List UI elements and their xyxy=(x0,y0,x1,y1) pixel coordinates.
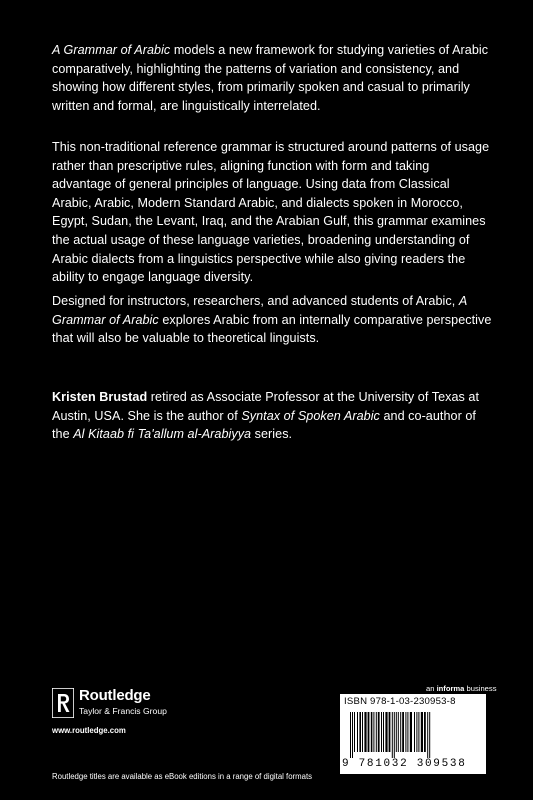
barcode-bar xyxy=(364,712,366,752)
barcode-bar xyxy=(405,712,406,752)
barcode-bar xyxy=(427,712,428,758)
barcode-bar xyxy=(414,712,415,752)
informa-prefix: an xyxy=(426,684,437,693)
barcode-bar xyxy=(418,712,419,752)
author-bio-text: retired as Associate Professor at the University of Texas at Austin, USA. She is the author of xyxy=(52,390,480,423)
barcode-bar xyxy=(407,712,408,752)
barcode-bar xyxy=(410,712,412,752)
barcode-bar xyxy=(376,712,377,752)
barcode-bar xyxy=(389,712,391,752)
barcode-bar xyxy=(373,712,374,752)
ebook-note: Routledge titles are available as eBook editions in a range of digital formats xyxy=(52,772,313,781)
barcode-bar xyxy=(398,712,399,752)
barcode-bar xyxy=(352,712,353,758)
author-bio-text: series. xyxy=(251,427,293,442)
barcode-bars xyxy=(348,712,478,758)
barcode-bar xyxy=(378,712,380,752)
blurb-paragraph-1 xyxy=(52,41,492,115)
blurb-paragraph-3 xyxy=(52,292,492,348)
informa-brand: informa xyxy=(436,684,465,693)
barcode-bar xyxy=(362,712,363,752)
barcode-bar xyxy=(350,712,351,758)
publisher-group: Taylor & Francis Group xyxy=(79,706,167,716)
informa-business-tag xyxy=(426,684,497,693)
isbn-label: ISBN 978-1-03-230953-8 xyxy=(344,696,456,707)
isbn-barcode xyxy=(340,694,486,774)
barcode-bar xyxy=(381,712,382,752)
author-name: Kristen Brustad xyxy=(52,390,148,404)
barcode-bar xyxy=(371,712,373,752)
barcode-bar xyxy=(368,712,370,752)
barcode-bar xyxy=(354,712,355,752)
author-book-title: Al Kitaab fi Ta'allum al-Arabiyya xyxy=(73,427,252,442)
book-title-italic: A Grammar of Arabic xyxy=(52,43,171,57)
barcode-bar xyxy=(421,712,423,752)
blurb-text: explores Arabic from an internally comparative perspective that will also be valuable to theoretical linguists. xyxy=(52,312,492,346)
barcode-bar xyxy=(392,712,393,758)
barcode-bar xyxy=(424,712,426,752)
publisher-logo-block xyxy=(52,688,272,748)
barcode-bar xyxy=(385,712,387,752)
barcode-bar xyxy=(396,712,397,752)
barcode-bar xyxy=(416,712,417,752)
barcode-bar xyxy=(383,712,384,752)
informa-suffix: business xyxy=(464,684,497,693)
barcode-bar xyxy=(359,712,361,752)
blurb-text: Designed for instructors, researchers, and advanced students of Arabic, xyxy=(52,294,459,308)
barcode-bar xyxy=(400,712,401,752)
barcode-digits: 9 781032 309538 xyxy=(342,758,467,770)
barcode-bar xyxy=(394,712,395,758)
author-book-title: Syntax of Spoken Arabic xyxy=(241,408,380,423)
publisher-url: www.routledge.com xyxy=(52,726,126,735)
blurb-text: models a new framework for studying varieties of Arabic comparatively, highlighting the patterns of variation and consistency, and showing how different styles, from primarily spoken and casual to primarily written and formal, are linguistically interrelated. xyxy=(52,43,489,113)
author-bio xyxy=(52,388,492,444)
routledge-logo-icon xyxy=(52,688,74,718)
blurb-paragraph-2: This non-traditional reference grammar is structured around patterns of usage rather than prescriptive rules, aligning function with form and taking advantage of general principles of language. Using data from Classical Arabic, Arabic, Modern Standard Arabic, and dialects spoken in Morocco, Egypt, Sudan, the Levant, Iraq, and the Arabian Gulf, this grammar examines the actual usage of these language varieties, broadening understanding of Arabic dialects from a linguistics perspective while also giving readers the ability to engage language diversity. xyxy=(52,140,490,285)
barcode-bar xyxy=(429,712,430,758)
barcode-bar xyxy=(402,712,404,752)
barcode-bar xyxy=(357,712,358,752)
author-bio-text: and co-author of the xyxy=(52,408,476,442)
publisher-name: Routledge xyxy=(79,687,151,704)
book-title-italic: A Grammar of Arabic xyxy=(52,294,467,327)
